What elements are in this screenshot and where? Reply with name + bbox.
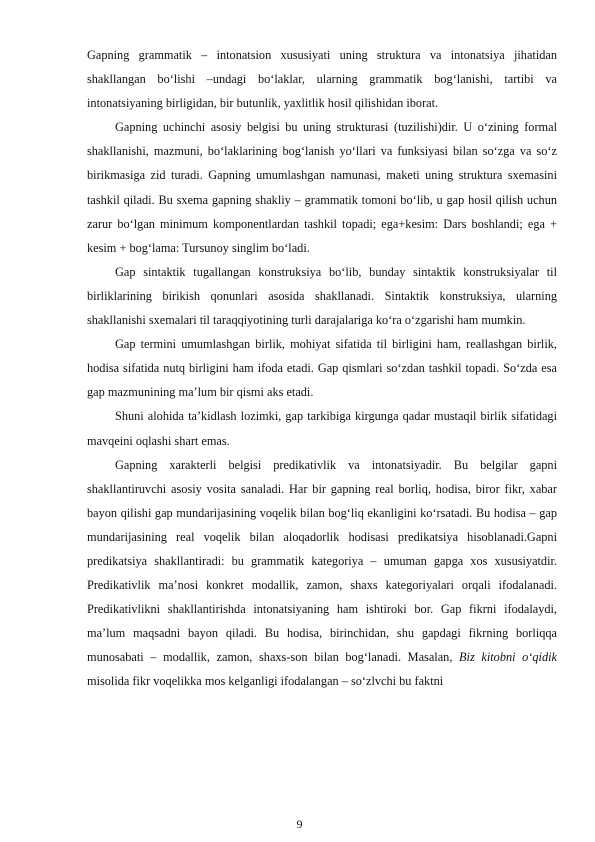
paragraph-gap-term: Gap termini umumlashgan birlik, mohiyat sifatida til birligini ham, reallashgan birlik, hodisa sifatida nutq birligini ham ifoda etadi. Gap qismlari so‘zdan tashkil topadi. So‘zda esa gap mazmunining ma’lum bir qismi aks etadi. <box>87 337 557 400</box>
example-italic: Biz kitobni o‘qidik <box>459 650 557 665</box>
paragraph-grammatical-intonation: Gapning grammatik – intonatsion xususiyati uning struktura va intonatsiya jihatidan shakllangan bo‘lishi –undagi bo‘laklar, ularning grammatik bog‘lanishi, tartibi va intonatsiyaning birligidan, bir butunlik, yaxlitlik hosil qilishidan iborat. <box>87 48 557 111</box>
paragraph-structure: Gapning uchinchi asosiy belgisi bu uning strukturasi (tuzilishi)dir. U o‘zining formal shakllanishi, mazmuni, bo‘laklarining bog‘lanish yo‘llari va funksiyasi bilan so‘zga va so‘z birikmasiga zid turadi. Gapning umumlashgan namunasi, maketi uning struktura sxemasini tashkil qiladi. Bu sxema gapning shakliy – grammatik tomoni bo‘lib, u gap hosil qilish uchun zarur bo‘lgan minimum komponentlardan tashkil topadi; ega+kesim: Dars boshlandi; ega + kesim + bog‘lama: Tursunoy singlim bo‘ladi. <box>87 120 557 255</box>
page-number: 9 <box>296 817 303 831</box>
paragraph-syntactic-construction: Gap sintaktik tugallangan konstruksiya bo‘lib, bunday sintaktik konstruksiyalar til birliklarining birikish qonunlari asosida shakllanadi. Sintaktik konstruksiya, ularning shakllanishi sxemalari til taraqqiyotining turli darajalariga ko‘ra o‘zgarishi ham mumkin. <box>87 264 557 328</box>
paragraph-emphasis: Shuni alohida ta’kidlash lozimki, gap tarkibiga kirgunga qadar mustaqil birlik sifatidagi mavqeini oqlashi shart emas. <box>87 409 557 448</box>
paragraph-predicativity-text: Gapning xarakterli belgisi predikativlik va intonatsiyadir. Bu belgilar gapni shakllantiruvchi asosiy vosita sanaladi. Har bir gapning real borliq, hodisa, biror fikr, xabar bayon qilishi gap mundarijasining voqelik bilan bog‘liq ekanligini ko‘rsatadi. Bu hodisa – gap mundarijasining real voqelik bilan aloqadorlik hodisasi predikatsiya hisoblanadi.Gapni predikatsiya shakllantiradi: bu grammatik kategoriya – umuman gapga xos xususiyatdir. Predikativlik ma’nosi konkret modallik, zamon, shaxs kategoriyalari orqali ifodalanadi. Predikativlikni shakllantirishda intonatsiyaning ham ishtiroki bor. Gap fikrni ifodalaydi, ma’lum maqsadni bayon qiladi. Bu hodisa, birinchidan, shu gapdagi fikrning borliqqa munosabati – modallik, zamon, shaxs-son bilan bog‘lanadi. Masalan, <box>87 457 557 665</box>
document-page <box>87 43 557 694</box>
paragraph-predicativity-continuation: misolida fikr voqelikka mos kelganligi ifodalangan – so‘zlvchi bu faktni <box>87 674 444 689</box>
paragraph-predicativity <box>87 453 557 694</box>
